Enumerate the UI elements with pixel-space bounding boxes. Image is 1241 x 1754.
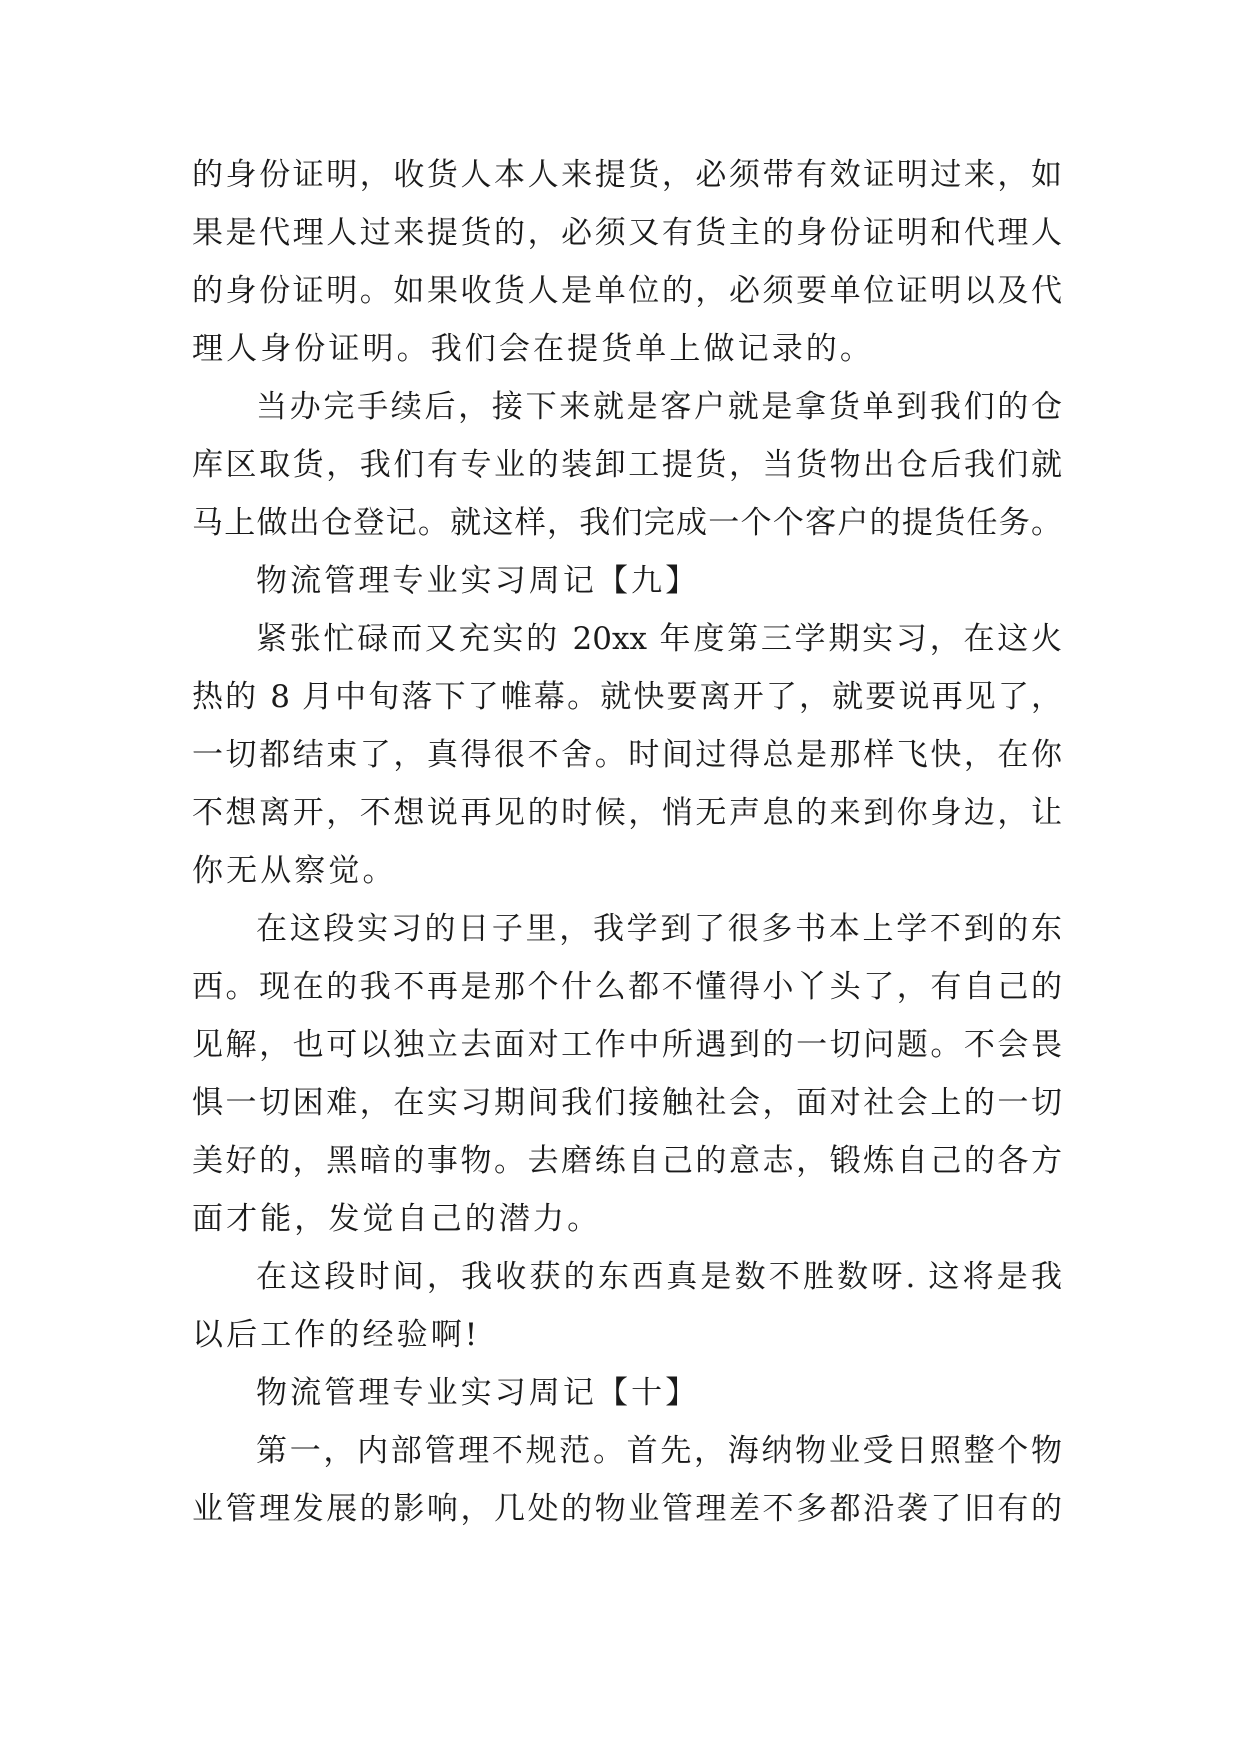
text-line: 以后工作的经验啊!	[192, 1317, 481, 1353]
text-line: 美好的，黑暗的事物。去磨练自己的意志，锻炼自己的各方	[192, 1143, 1062, 1179]
text-line: 见解，也可以独立去面对工作中所遇到的一切问题。不会畏	[192, 1027, 1062, 1063]
text-line: 面才能，发觉自己的潜力。	[192, 1201, 602, 1237]
text-line: 的身份证明，收货人本人来提货，必须带有效证明过来，如	[192, 157, 1062, 193]
text-line: 果是代理人过来提货的，必须又有货主的身份证明和代理人	[192, 215, 1062, 251]
text-line: 惧一切困难，在实习期间我们接触社会，面对社会上的一切	[192, 1085, 1062, 1121]
section-heading: 物流管理专业实习周记【九】	[256, 563, 700, 599]
text-line: 热的 8 月中旬落下了帷幕。就快要离开了，就要说再见了，	[192, 679, 1062, 715]
section-heading: 物流管理专业实习周记【十】	[256, 1375, 700, 1411]
paragraph-first-line: 紧张忙碌而又充实的 20xx 年度第三学期实习，在这火	[256, 621, 1062, 657]
paragraph-first-line: 在这段时间，我收获的东西真是数不胜数呀. 这将是我	[256, 1259, 1062, 1295]
paragraph-first-line: 在这段实习的日子里，我学到了很多书本上学不到的东	[256, 911, 1062, 947]
text-line: 西。现在的我不再是那个什么都不懂得小丫头了，有自己的	[192, 969, 1062, 1005]
text-line: 你无从察觉。	[192, 853, 397, 889]
text-line: 一切都结束了，真得很不舍。时间过得总是那样飞快，在你	[192, 737, 1062, 773]
text-line: 的身份证明。如果收货人是单位的，必须要单位证明以及代	[192, 273, 1062, 309]
paragraph-first-line: 第一，内部管理不规范。首先，海纳物业受日照整个物	[256, 1433, 1062, 1469]
text-line: 不想离开，不想说再见的时候，悄无声息的来到你身边，让	[192, 795, 1062, 831]
paragraph-first-line: 当办完手续后，接下来就是客户就是拿货单到我们的仓	[256, 389, 1062, 425]
text-line: 马上做出仓登记。就这样，我们完成一个个客户的提货任务。	[192, 505, 1062, 541]
text-line: 业管理发展的影响，几处的物业管理差不多都沿袭了旧有的	[192, 1491, 1062, 1527]
text-line: 理人身份证明。我们会在提货单上做记录的。	[192, 331, 874, 367]
text-line: 库区取货，我们有专业的装卸工提货，当货物出仓后我们就	[192, 447, 1062, 483]
